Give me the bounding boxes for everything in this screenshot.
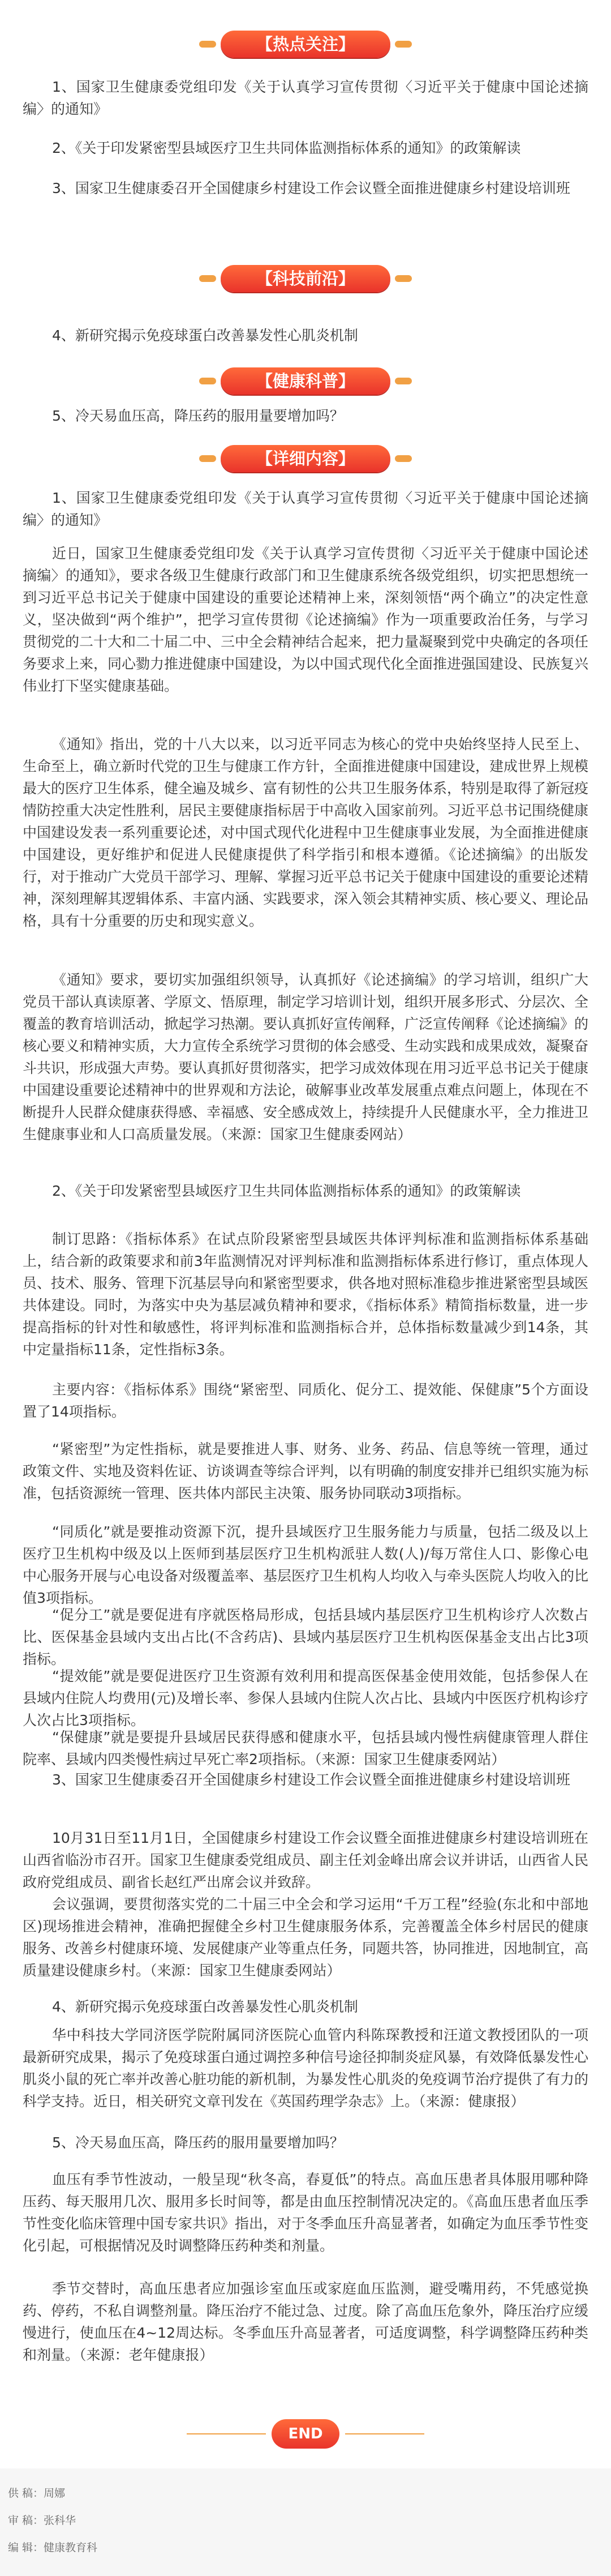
detail-paragraph: 《通知》要求，要切实加强组织领导，认真抓好《论述摘编》的学习培训，组织广大党员干部认真读原著、学原文、悟原理，制定学习培训计划，组织开展多形式、分层次、全覆盖的教育培训活动，掀起学习热潮。要认真抓好宣传阐释，广泛宣传阐释《论述摘编》的核心要义和精神实质，大力宣传全系统学习贯彻的体会感受、生动实践和成果成效，凝聚奋斗共识，形成强大声势。要认真抓好贯彻落实，把学习成效体现在用习近平总书记关于健康中国建设重要论述精神中的世界观和方法论，破解事业改革发展重点难点问题上，体现在不断提升人民群众健康获得感、幸福感、安全感成效上，持续提升人民健康水平，全力推进卫生健康事业和人口高质量发展。（来源：国家卫生健康委网站） bbox=[23, 972, 589, 1142]
section-title: 【科技前沿】 bbox=[256, 269, 355, 288]
detail-paragraph: 制订思路：《指标体系》在试点阶段紧密型县域医共体评判标准和监测指标体系基础上，结合新的政策要求和前3年监测情况对评判标准和监测指标体系进行修订，重点体现人员、技术、服务、管理下沉基层导向和紧密型要求，供各地对照标准稳步推进紧密型县域医共体建设。同时，为落实中央为基层减负精神和要求，《指标体系》精简指标数量，进一步提高指标的针对性和敏感性，将评判标准和监测指标合并，总体指标数量减少到14条，其中定量指标11条，定性指标3条。 bbox=[23, 1231, 589, 1358]
detail-paragraph: 主要内容：《指标体系》围绕“紧密型、同质化、促分工、提效能、保健康”5个方面设置了14项指标。 bbox=[23, 1381, 588, 1420]
tech-item: 4、新研究揭示免疫球蛋白改善暴发性心肌炎机制 bbox=[52, 327, 358, 344]
section-title: 【健康科普】 bbox=[256, 371, 355, 391]
hot-item: 2、《关于印发紧密型县域医疗卫生共同体监测指标体系的通知》的政策解读 bbox=[52, 140, 521, 156]
detail-paragraph: 《通知》指出，党的十八大以来，以习近平同志为核心的党中央始终坚持人民至上、生命至上，确立新时代党的卫生与健康工作方针，全面推进健康中国建设，建成世界上规模最大的医疗卫生体系，健全遍及城乡、富有韧性的公共卫生服务体系，特别是取得了新冠疫情防控重大决定性胜利，居民主要健康指标居于中高收入国家前列。习近平总书记围绕健康中国建设发表一系列重要论述，对中国式现代化进程中卫生健康事业发展，为全面推进健康中国建设，更好维护和促进人民健康提供了科学指引和根本遵循。《论述摘编》的出版发行，对于推动广大党员干部学习、理解、掌握习近平总书记关于健康中国建设的重要论述精神，深刻理解其逻辑体系、丰富内涵、实践要求，深入领会其精神实质、核心要义、理论品格，具有十分重要的历史和现实意义。 bbox=[23, 736, 589, 929]
credit-line: 供 稿：周娜 bbox=[8, 2487, 66, 2500]
hot-item: 3、国家卫生健康委召开全国健康乡村建设工作会议暨全面推进健康乡村建设培训班 bbox=[52, 180, 570, 196]
divider bbox=[345, 2433, 424, 2434]
detail-heading: 5、冷天易血压高，降压药的服用量要增加吗？ bbox=[52, 2134, 344, 2151]
credit-line: 审 稿：张科华 bbox=[8, 2514, 76, 2527]
detail-paragraph: “紧密型”为定性指标，就是要推进人事、财务、业务、药品、信息等统一管理，通过政策文件、实地及资料佐证、访谈调查等综合评判，以有明确的制度安排并已组织实施为标准，包括资源统一管理、医共体内部民主决策、服务协同联动3项指标。 bbox=[23, 1441, 589, 1501]
detail-paragraph: “促分工”就是要促进有序就医格局形成，包括县域内基层医疗卫生机构诊疗人次数占比、医保基金县域内支出占比(不含药店)、县域内基层医疗卫生机构医保基金支出占比3项指标。 bbox=[23, 1607, 588, 1667]
detail-paragraph: “同质化”就是要推动资源下沉，提升县域医疗卫生服务能力与质量，包括二级及以上医疗卫生机构中级及以上医师到基层医疗卫生机构派驻人数(人)/每万常住人口、影像心电中心服务开展与心电设备对级覆盖率、基层医疗卫生机构人均收入与牵头医院人均收入的比值3项指标。 bbox=[23, 1524, 589, 1606]
section-header-detail bbox=[0, 442, 611, 476]
detail-heading: 4、新研究揭示免疫球蛋白改善暴发性心肌炎机制 bbox=[52, 1999, 358, 2015]
detail-heading: 3、国家卫生健康委召开全国健康乡村建设工作会议暨全面推进健康乡村建设培训班 bbox=[52, 1771, 570, 1788]
hot-item: 1、国家卫生健康委党组印发《关于认真学习宣传贯彻〈习近平关于健康中国论述摘编〉的通知》 bbox=[23, 79, 588, 117]
credits-area bbox=[0, 2468, 611, 2576]
detail-heading: 1、国家卫生健康委党组印发《关于认真学习宣传贯彻〈习近平关于健康中国论述摘编〉的通知》 bbox=[23, 490, 588, 528]
section-title: 【热点关注】 bbox=[256, 35, 355, 54]
section-title: 【详细内容】 bbox=[256, 449, 355, 468]
detail-paragraph: “提效能”就是要促进医疗卫生资源有效利用和提高医保基金使用效能，包括参保人在县域内住院人均费用(元)及增长率、参保人县域内住院人次占比、县域内中医医疗机构诊疗人次占比3项指标。 bbox=[23, 1668, 588, 1728]
detail-paragraph: 近日，国家卫生健康委党组印发《关于认真学习宣传贯彻〈习近平关于健康中国论述摘编〉的通知》，要求各级卫生健康行政部门和卫生健康系统各级党组织，切实把思想统一到习近平总书记关于健康中国建设的重要论述精神上来，深刻领悟“两个确立”的决定性意义，坚决做到“两个维护”，把学习宣传贯彻《论述摘编》作为一项重要政治任务，与学习贯彻党的二十大和二十届二中、三中全会精神结合起来，把力量凝聚到党中央确定的各项任务要求上来，同心勠力推进健康中国建设，为以中国式现代化全面推进强国建设、民族复兴伟业打下坚实健康基础。 bbox=[23, 545, 589, 694]
credit-line: 编 辑：健康教育科 bbox=[8, 2541, 98, 2554]
health-item: 5、冷天易血压高，降压药的服用量要增加吗？ bbox=[52, 408, 344, 424]
section-header-hot bbox=[0, 27, 611, 61]
end-badge: END bbox=[272, 2419, 339, 2449]
section-header-health bbox=[0, 364, 611, 398]
detail-paragraph: 华中科技大学同济医学院附属同济医院心血管内科陈琛教授和汪道文教授团队的一项最新研究成果，揭示了免疫球蛋白通过调控多种信号途径抑制炎症风暴，有效降低暴发性心肌炎小鼠的死亡率并改善心脏功能的新机制，为暴发性心肌炎的免疫调节治疗提供了有力的科学支持。近日，相关研究文章刊发在《英国药理学杂志》上。（来源：健康报） bbox=[23, 2027, 589, 2109]
detail-paragraph: 10月31日至11月1日，全国健康乡村建设工作会议暨全面推进健康乡村建设培训班在山西省临汾市召开。国家卫生健康委党组成员、副主任刘金峰出席会议并讲话，山西省人民政府党组成员、副省长赵红严出席会议并致辞。 bbox=[23, 1830, 589, 1890]
detail-paragraph: 血压有季节性波动，一般呈现“秋冬高，春夏低”的特点。高血压患者具体服用哪种降压药、每天服用几次、服用多长时间等，都是由血压控制情况决定的。《高血压患者血压季节性变化临床管理中国专家共识》指出，对于冬季血压升高显著者，如确定为血压季节性变化引起，可根据情况及时调整降压药种类和剂量。 bbox=[23, 2171, 589, 2254]
divider bbox=[187, 2433, 266, 2434]
detail-paragraph: 季节交替时，高血压患者应加强诊室血压或家庭血压监测，避受嘴用药，不凭感觉换药、停药，不私自调整剂量。降压治疗不能过急、过度。除了高血压危象外，降压治疗应缓慢进行，使血压在4~12周达标。冬季血压升高显著者，可适度调整，科学调整降压药种类和剂量。（来源：老年健康报） bbox=[23, 2280, 589, 2363]
detail-paragraph: “保健康”就是要提升县域居民获得感和健康水平，包括县域内慢性病健康管理人群住院率、县域内四类慢性病过早死亡率2项指标。（来源：国家卫生健康委网站） bbox=[23, 1729, 588, 1768]
detail-heading: 2、《关于印发紧密型县域医疗卫生共同体监测指标体系的通知》的政策解读 bbox=[52, 1183, 521, 1199]
detail-paragraph: 会议强调，要贯彻落实党的二十届三中全会和学习运用“千万工程”经验(东北和中部地区)现场推进会精神，准确把握健全乡村卫生健康服务体系，完善覆盖全体乡村居民的健康服务、改善乡村健康环境、发展健康产业等重点任务，同题共答，协同推进，因地制宜，高质量建设健康乡村。（来源：国家卫生健康委网站） bbox=[23, 1896, 589, 1979]
section-header-tech bbox=[0, 262, 611, 296]
